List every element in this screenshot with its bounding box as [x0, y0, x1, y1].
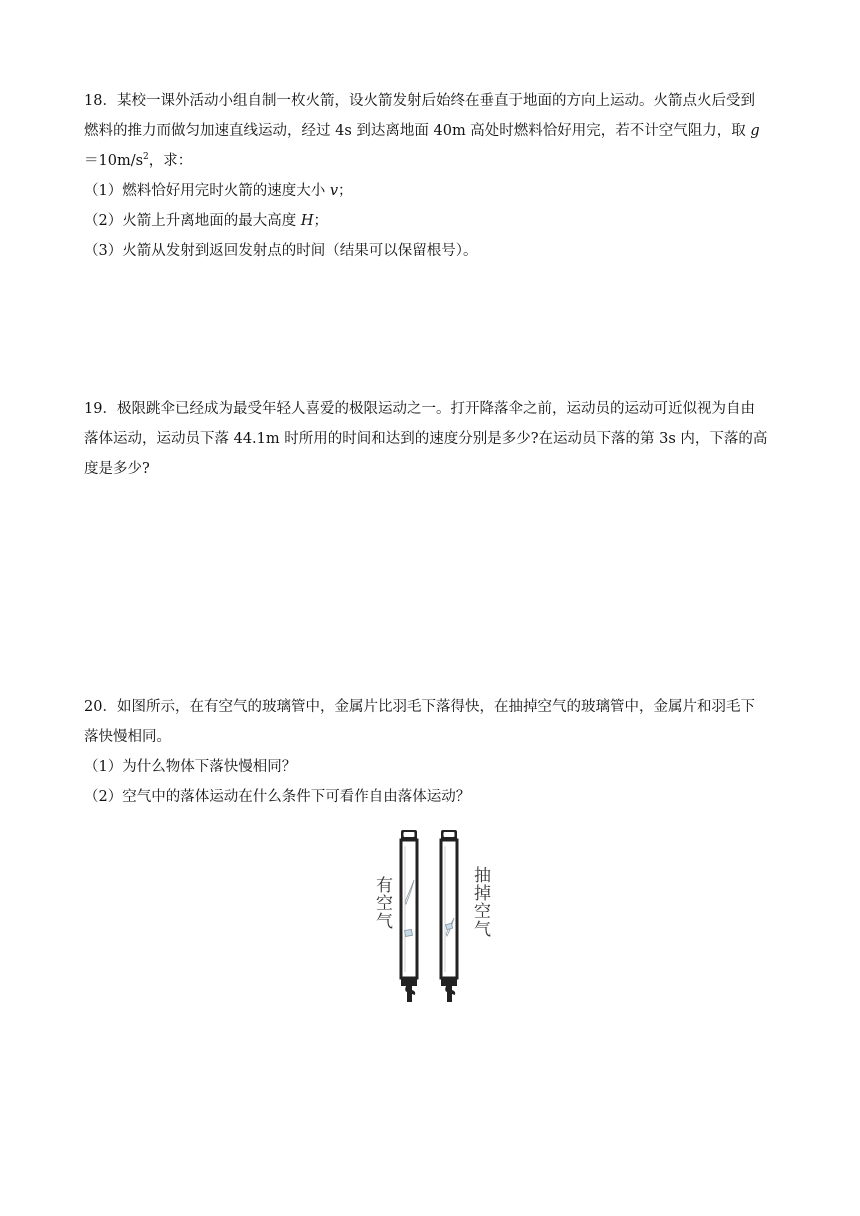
q18-sub-2-text: （2）火箭上升离地面的最大高度 — [84, 213, 301, 229]
q18-var-g: g — [750, 123, 760, 139]
question-20 — [84, 692, 784, 812]
q18-var-h: H — [300, 213, 314, 229]
q18-sub-1 — [84, 176, 784, 206]
question-18 — [84, 86, 784, 266]
q20-sub-1: （1）为什么物体下落快慢相同？ — [84, 759, 297, 775]
q18-line-3 — [84, 146, 784, 176]
q19-line-3: 度是多少? — [84, 461, 150, 477]
glass-tubes-figure — [360, 826, 500, 1008]
feather-icon — [405, 880, 414, 904]
q19-line-2: 落体运动，运动员下落 44.1m 时所用的时间和达到的速度分别是多少?在运动员下落的第 3s 内，下落的高 — [84, 431, 768, 447]
q20-line-1: 20．如图所示，在有空气的玻璃管中，金属片比羽毛下落得快，在抽掉空气的玻璃管中，金属片和羽毛下 — [84, 699, 755, 715]
q18-line-3-pre: ＝10m/s — [84, 153, 144, 169]
label-with-air: 有空气 — [372, 876, 392, 930]
q18-sub-3: （3）火箭从发射到返回发射点的时间（结果可以保留根号）。 — [84, 243, 478, 259]
label-air-removed: 抽掉空气 — [470, 866, 490, 938]
q18-sub-2-end: ； — [313, 213, 328, 229]
q18-var-v: v — [329, 183, 339, 199]
question-19 — [84, 394, 784, 484]
q18-line-2-text: 燃料的推力而做匀加速直线运动，经过 4s 到达离地面 40m 高处时燃料恰好用完，若不计空气阻力，取 — [84, 123, 751, 139]
q18-line-2 — [84, 116, 784, 146]
metal-piece-icon — [405, 929, 413, 936]
q18-sub-1-end: ； — [338, 183, 353, 199]
q18-line-3-sup: 2 — [143, 152, 149, 162]
q19-line-1: 19．极限跳伞已经成为最受年轻人喜爱的极限运动之一。打开降落伞之前，运动员的运动可近似视为自由 — [84, 401, 755, 417]
tube-with-air — [401, 830, 417, 1002]
q18-line-1: 18．某校一课外活动小组自制一枚火箭，设火箭发射后始终在垂直于地面的方向上运动。火箭点火后受到 — [84, 93, 755, 109]
q20-line-2: 落快慢相同。 — [84, 729, 171, 745]
q20-sub-2: （2）空气中的落体运动在什么条件下可看作自由落体运动？ — [84, 789, 471, 805]
q18-sub-1-text: （1）燃料恰好用完时火箭的速度大小 — [84, 183, 330, 199]
metal-piece-icon — [446, 923, 453, 929]
tube-air-removed — [441, 830, 457, 1002]
q18-sub-2 — [84, 206, 784, 236]
q18-line-3-post: ，求： — [148, 153, 193, 169]
